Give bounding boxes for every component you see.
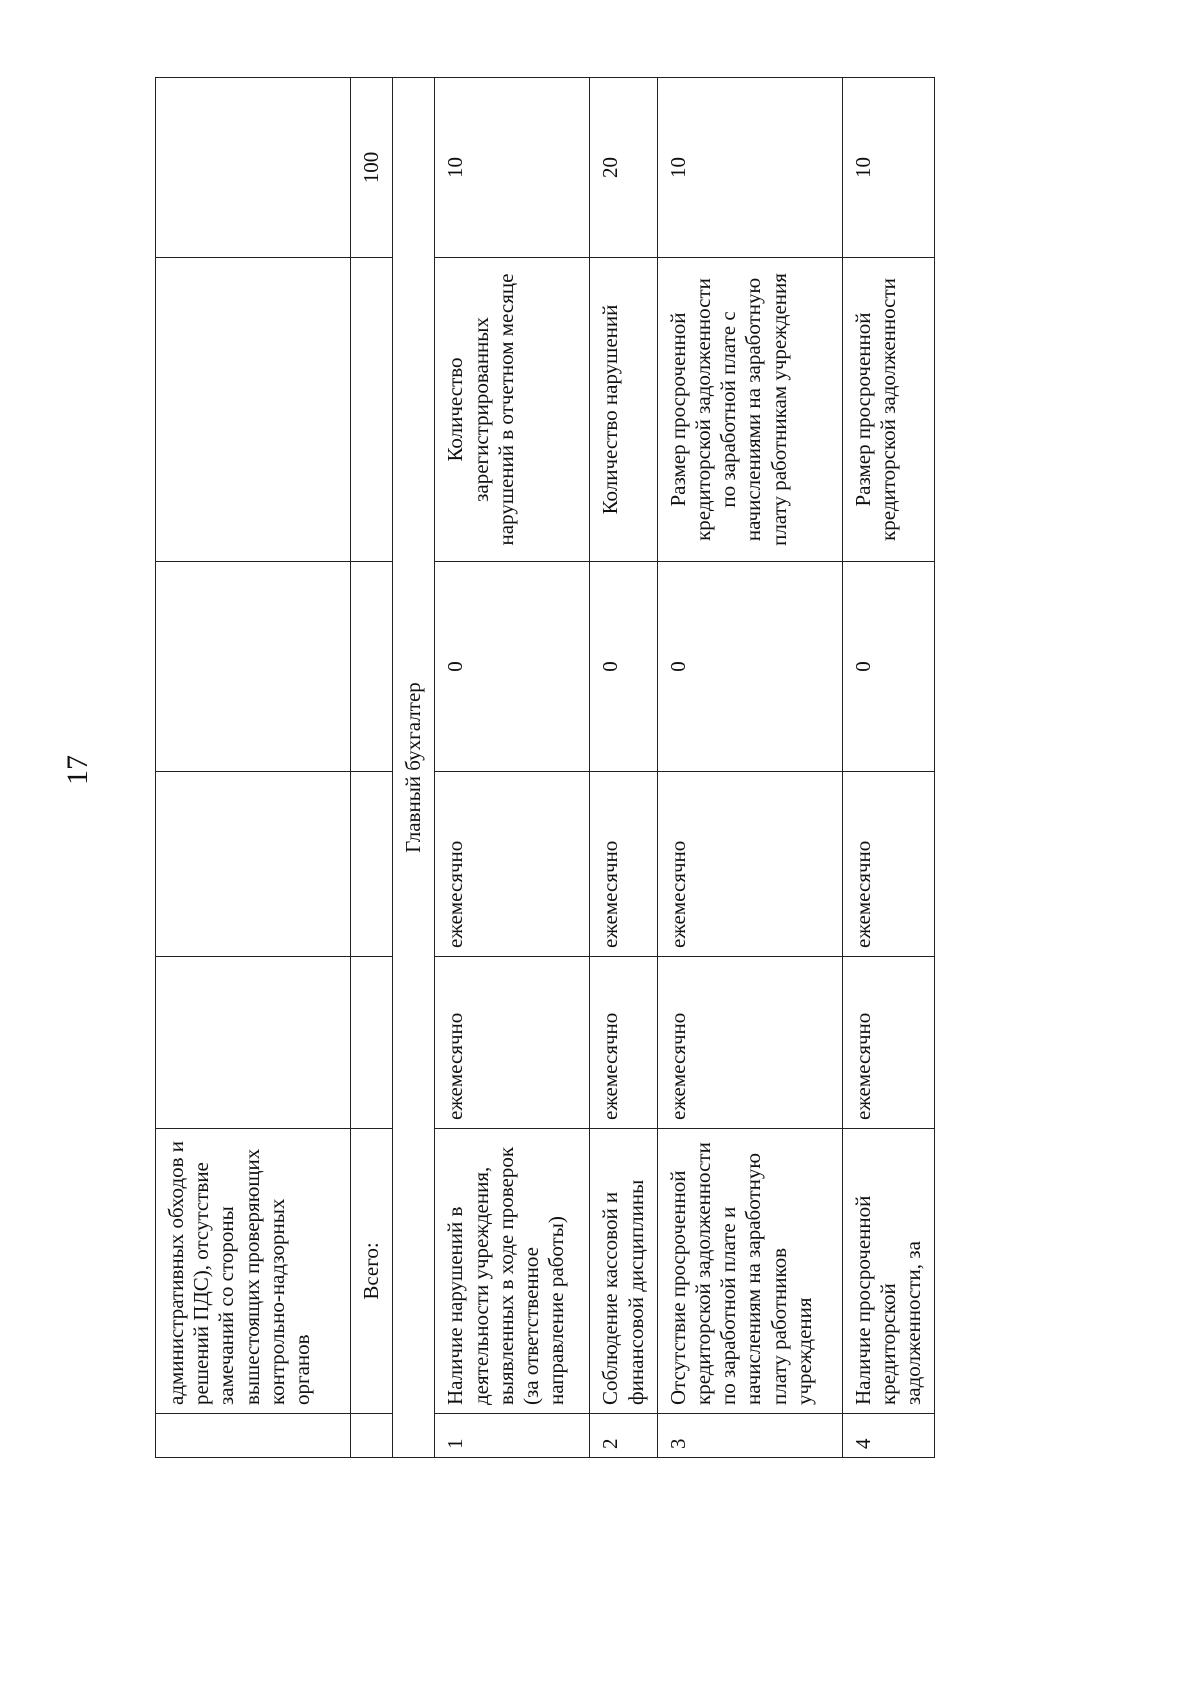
cell-period1 <box>156 957 351 1129</box>
table-row-continued <box>156 78 351 1458</box>
cell-indicator: Соблюдение кассовой и финансовой дисциплины <box>590 1129 657 1414</box>
cell-value <box>351 562 393 772</box>
cell-value: 0 <box>590 562 657 772</box>
section-title: Главный бухгалтер <box>393 78 435 1458</box>
cell-points: 10 <box>842 78 935 258</box>
table-row <box>657 78 842 1458</box>
total-points: 100 <box>351 78 393 258</box>
cell-measure: Количество зарегистрированных нарушений в отчетном месяце <box>435 258 590 562</box>
page-number: 17 <box>61 755 94 785</box>
cell-period1: ежемесячно <box>657 957 842 1129</box>
cell-points: 20 <box>590 78 657 258</box>
cell-measure <box>351 258 393 562</box>
cell-points: 10 <box>657 78 842 258</box>
cell-period2: ежемесячно <box>842 772 935 957</box>
cell-indicator: Наличие нарушений в деятельности учреждения, выявленных в ходе проверок (за ответственное направление работы) <box>435 1129 590 1414</box>
cell-num <box>156 1414 351 1458</box>
cell-value: 0 <box>435 562 590 772</box>
cell-num: 2 <box>590 1414 657 1458</box>
cell-period1: ежемесячно <box>590 957 657 1129</box>
total-label: Всего: <box>351 1129 393 1414</box>
cell-measure <box>156 258 351 562</box>
cell-period2: ежемесячно <box>657 772 842 957</box>
table-row <box>842 78 935 1458</box>
cell-indicator: Отсутствие просроченной кредиторской задолженности по заработной плате и начислениям на заработную плату работников учреждения <box>657 1129 842 1414</box>
cell-num: 4 <box>842 1414 935 1458</box>
table-row-section <box>393 78 435 1458</box>
cell-period2 <box>156 772 351 957</box>
cell-num: 1 <box>435 1414 590 1458</box>
cell-period1 <box>351 957 393 1129</box>
table-row-total <box>351 78 393 1458</box>
cell-measure: Количество нарушений <box>590 258 657 562</box>
cell-period1: ежемесячно <box>435 957 590 1129</box>
cell-indicator: административных обходов и решений ПДС), отсутствие замечаний со стороны вышестоящих проверяющих контрольно-надзорных органов <box>156 1129 351 1414</box>
cell-measure: Размер просроченной кредиторской задолженности <box>842 258 935 562</box>
cell-num: 3 <box>657 1414 842 1458</box>
cell-value: 0 <box>657 562 842 772</box>
cell-value: 0 <box>842 562 935 772</box>
cell-value <box>156 562 351 772</box>
cell-measure: Размер просроченной кредиторской задолженности по заработной плате с начислениями на заработную плату работникам учреждения <box>657 258 842 562</box>
cell-period2: ежемесячно <box>590 772 657 957</box>
rotated-table-container <box>155 78 1070 1458</box>
table-row <box>590 78 657 1458</box>
cell-period1: ежемесячно <box>842 957 935 1129</box>
cell-indicator: Наличие просроченной кредиторской задолженности, за <box>842 1129 935 1414</box>
cell-points <box>156 78 351 258</box>
cell-num <box>351 1414 393 1458</box>
cell-period2 <box>351 772 393 957</box>
cell-points: 10 <box>435 78 590 258</box>
cell-period2: ежемесячно <box>435 772 590 957</box>
table-rotation-frame <box>155 78 1070 1458</box>
criteria-table <box>155 77 935 1458</box>
table-row <box>435 78 590 1458</box>
